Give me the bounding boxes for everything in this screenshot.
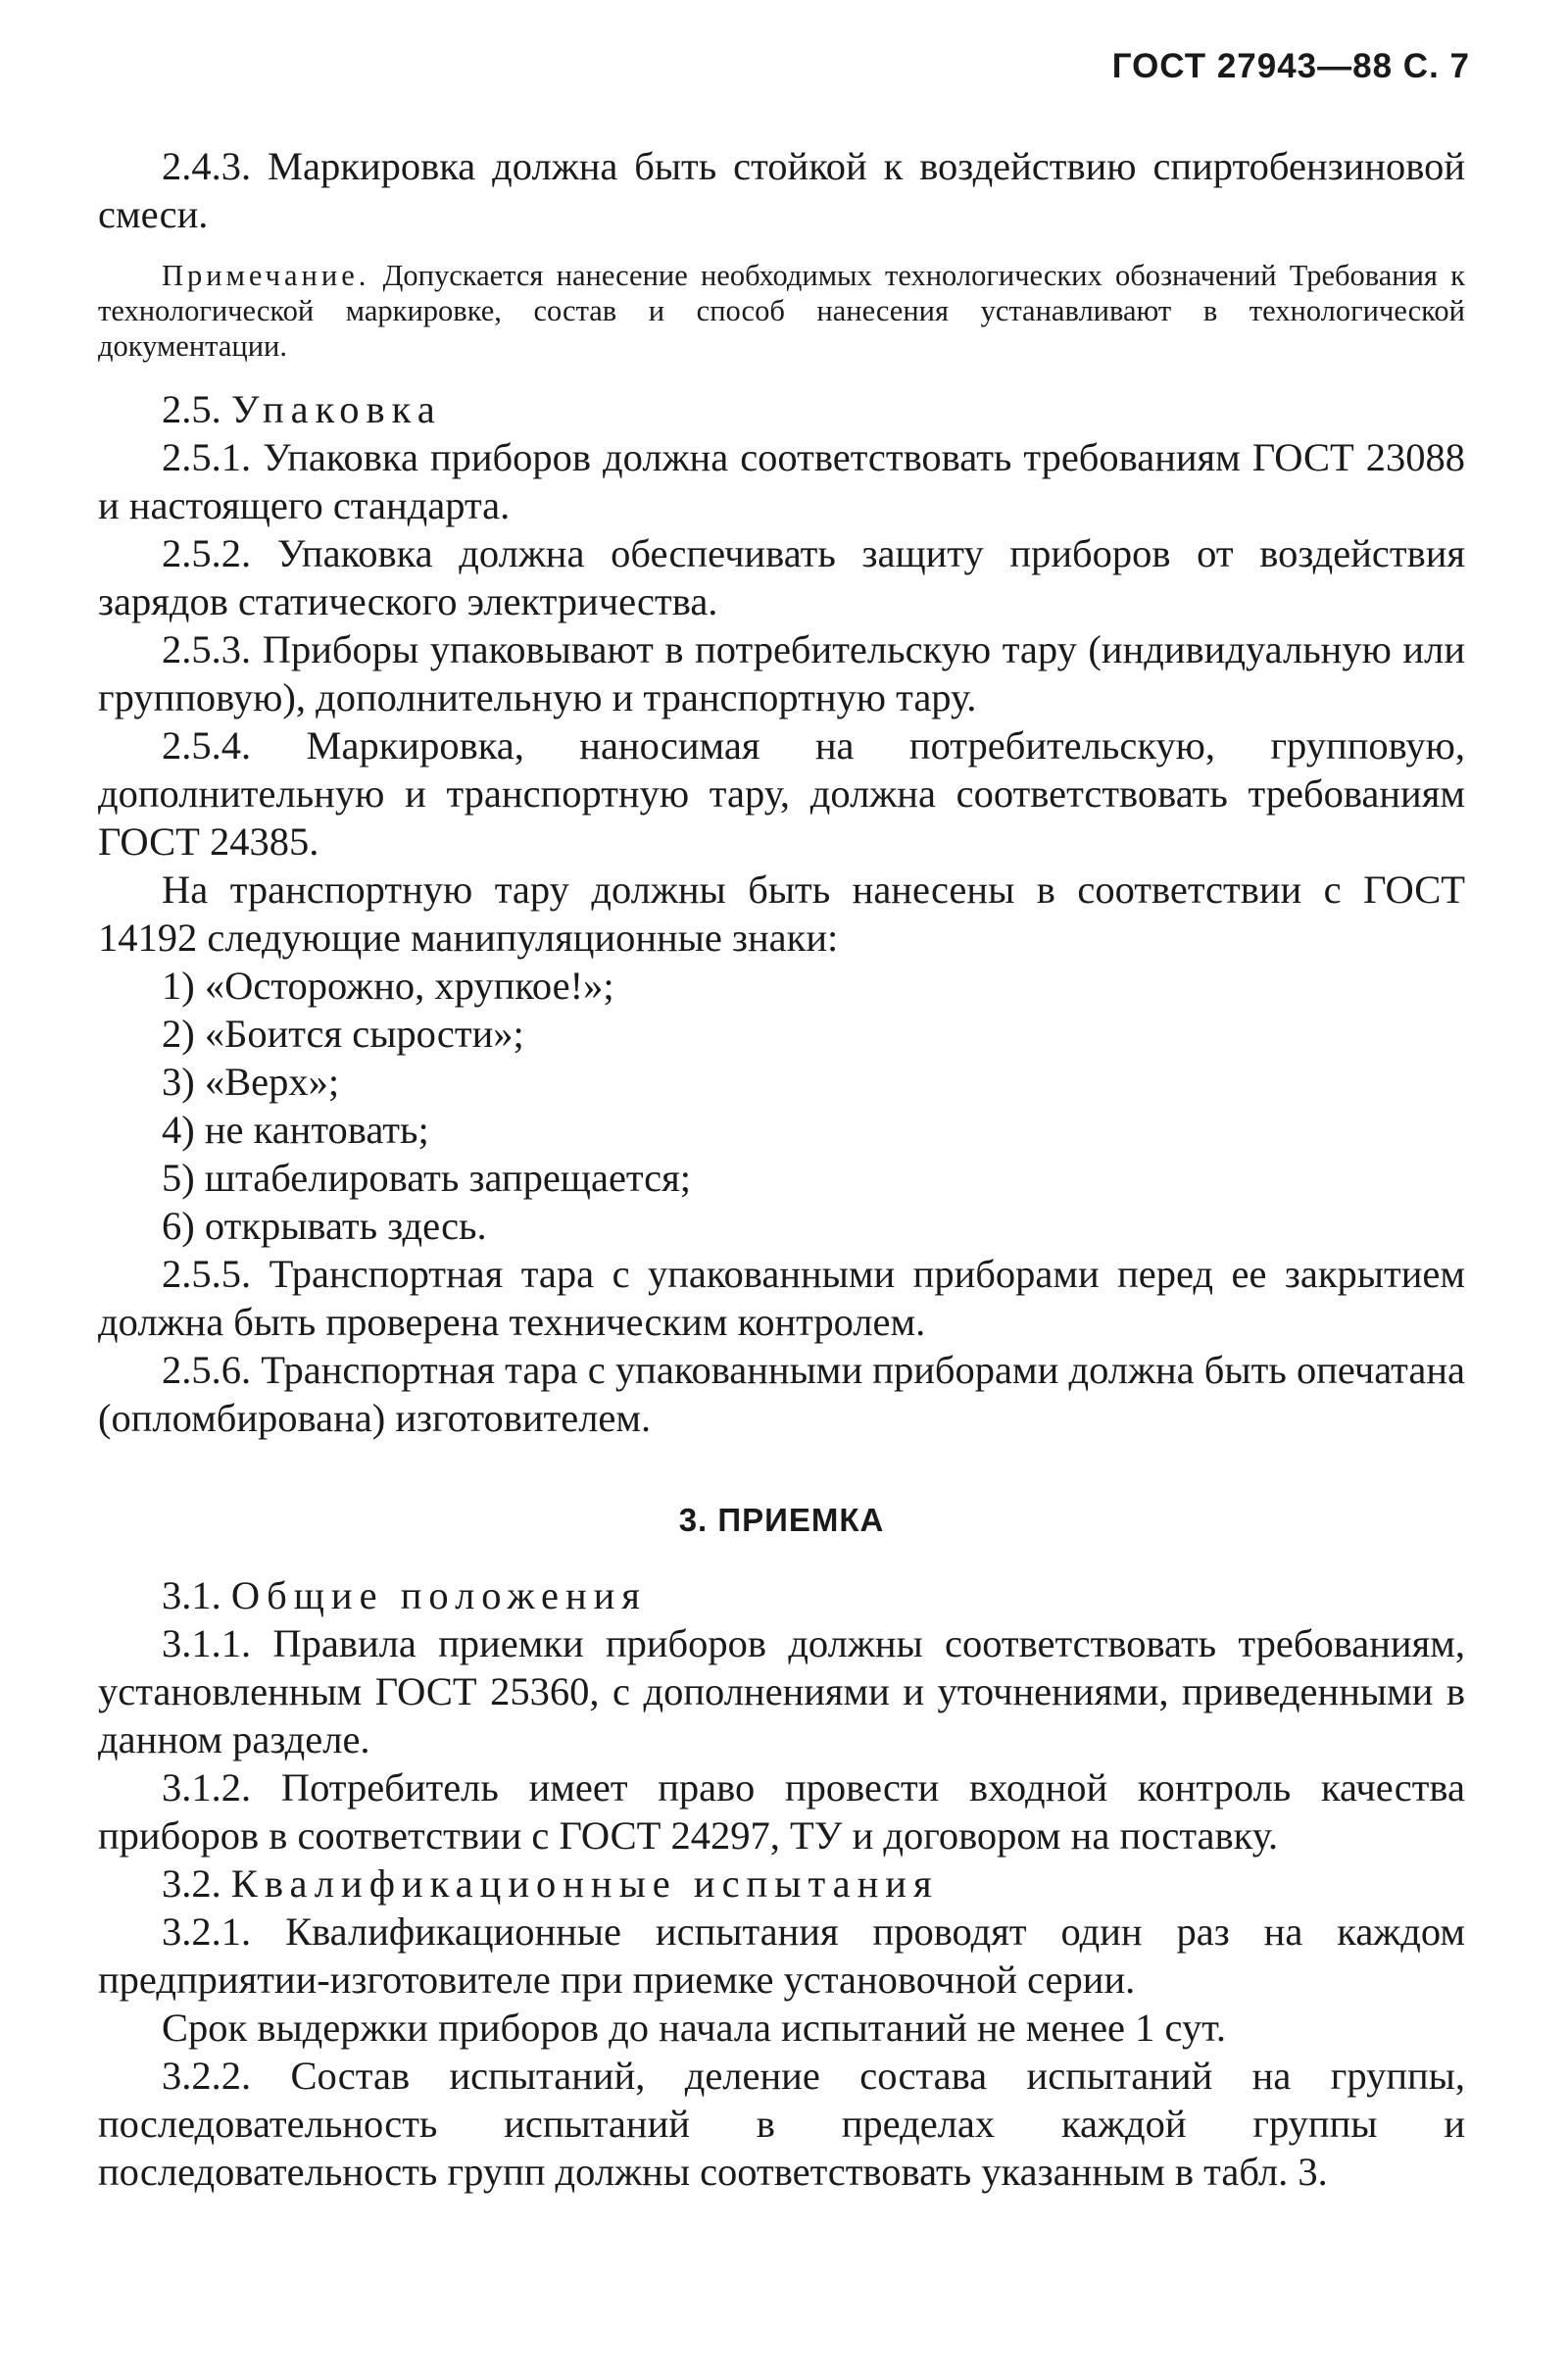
subsection-2-5-heading [98, 385, 1465, 433]
subsection-number: 2.5. [162, 387, 231, 431]
section-3-title: 3. ПРИЕМКА [678, 1502, 885, 1538]
subsection-number: 3.2. [162, 1861, 231, 1906]
paragraph-3-1-2: 3.1.2. Потребитель имеет право провести входной контроль качества приборов в соответствии с ГОСТ 24297, ТУ и договором на поставку. [98, 1765, 1465, 1858]
paragraph-2-5-5: 2.5.5. Транспортная тара с упакованными приборами перед ее закрытием должна быть проверена техническим контролем. [98, 1252, 1465, 1344]
subsection-title: Упаковка [230, 387, 442, 431]
list-item: 5) штабелировать запрещается; [162, 1156, 691, 1200]
page-header: ГОСТ 27943—88 С. 7 [1111, 47, 1470, 85]
subsection-3-2-heading [98, 1859, 1465, 1908]
list-item: 6) открывать здесь. [162, 1204, 487, 1248]
paragraph-2-5-1: 2.5.1. Упаковка приборов должна соответствовать требованиям ГОСТ 23088 и настоящего стандарта. [98, 435, 1465, 527]
paragraph-2-5-3: 2.5.3. Приборы упаковывают в потребительскую тару (индивидуальную или групповую), дополнительную и транспортную тару. [98, 627, 1465, 719]
paragraph-2-5-4-signs-intro: На транспортную тару должны быть нанесены в соответствии с ГОСТ 14192 следующие манипуляционные знаки: [98, 868, 1465, 960]
subsection-number: 3.1. [162, 1573, 231, 1617]
paragraph-2-5-4: 2.5.4. Маркировка, наносимая на потребительскую, групповую, дополнительную и транспортную тару, должна соответствовать требованиям ГОСТ 24385. [98, 723, 1465, 864]
paragraph-3-1-1: 3.1.1. Правила приемки приборов должны соответствовать требованиям, установленным ГОСТ 25360, с дополнениями и уточнениями, приведенными в данном разделе. [98, 1621, 1465, 1761]
list-item: 2) «Боится сырости»; [162, 1012, 524, 1056]
note [98, 258, 1465, 364]
paragraph-2-5-2: 2.5.2. Упаковка должна обеспечивать защиту приборов от воздействия зарядов статического электричества. [98, 531, 1465, 623]
list-item: 3) «Верх»; [162, 1060, 340, 1104]
paragraph-3-2-1: 3.2.1. Квалификационные испытания проводят один раз на каждом предприятии-изготовителе при приемке установочной серии. [98, 1909, 1465, 2002]
list-item: 4) не кантовать; [162, 1108, 429, 1152]
subsection-title: Общие положения [230, 1573, 647, 1617]
paragraph-2-4-3: 2.4.3. Маркировка должна быть стойкой к воздействию спиртобензиновой смеси. [98, 144, 1465, 236]
subsection-3-1-heading [98, 1571, 1465, 1619]
document-body [98, 142, 1465, 2196]
note-label: Примечание. [162, 259, 370, 292]
subsection-title: Квалификационные испытания [230, 1861, 939, 1906]
paragraph-3-2-1-term: Срок выдержки приборов до начала испытаний не менее 1 сут. [162, 2006, 1226, 2050]
note-text: Допускается нанесение необходимых технологических обозначений Требования к технологической маркировке, состав и способ нанесения устанавливают в технологической документации. [98, 259, 1465, 363]
paragraph-3-2-2: 3.2.2. Состав испытаний, деление состава испытаний на группы, последовательность испытаний в пределах каждой группы и последовательность групп должны соответствовать указанным в табл. 3. [98, 2054, 1465, 2194]
list-item: 1) «Осторожно, хрупкое!»; [162, 964, 614, 1008]
paragraph-2-5-6: 2.5.6. Транспортная тара с упакованными приборами должна быть опечатана (опломбирована) изготовителем. [98, 1348, 1465, 1440]
